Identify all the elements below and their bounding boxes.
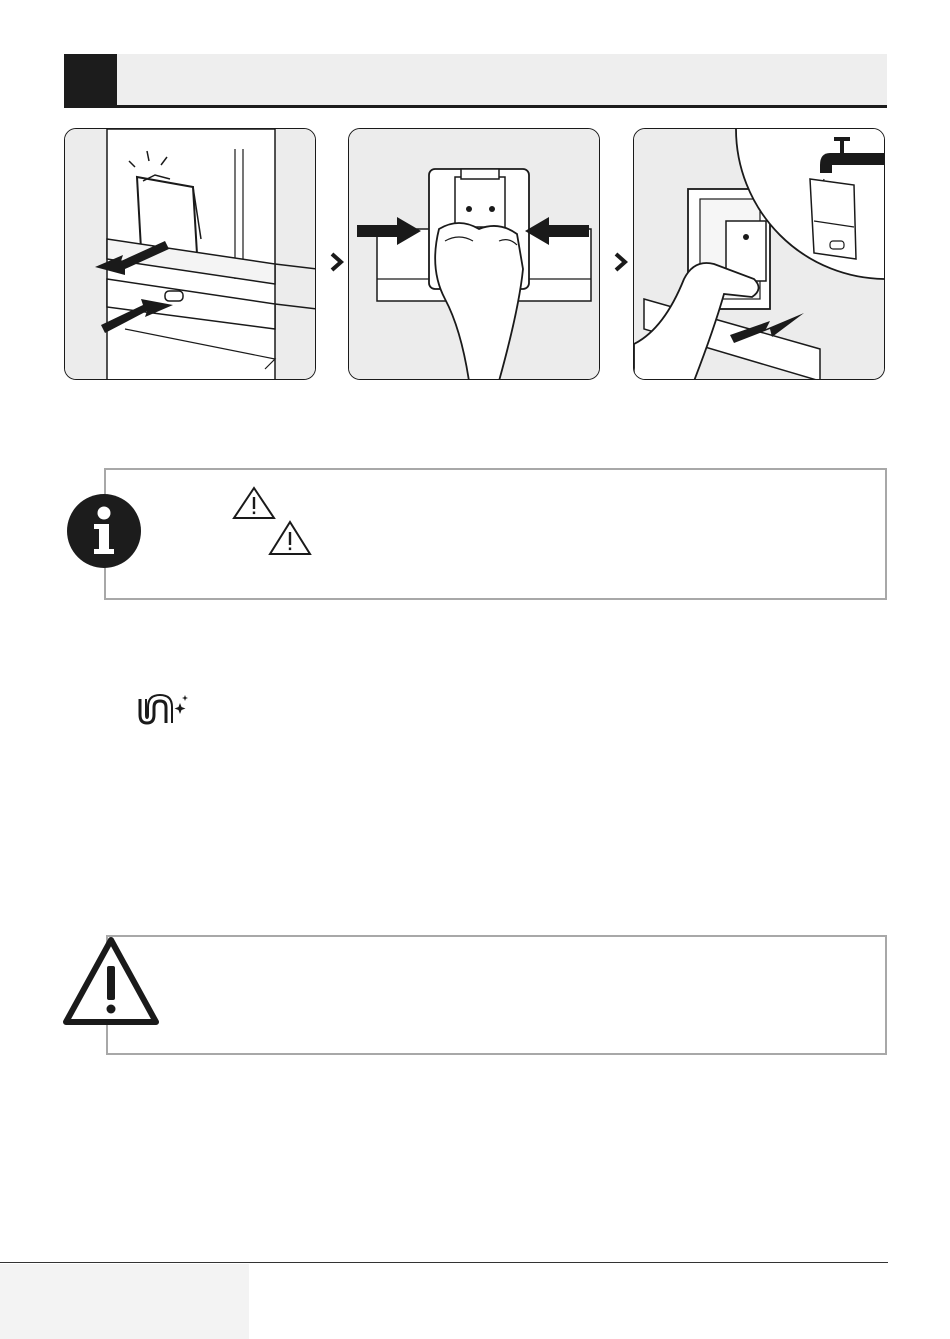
warning-triangle-icon [268, 520, 312, 556]
warning-icon [62, 936, 160, 1026]
chevron-right-icon [614, 252, 628, 272]
section-number-block [64, 54, 117, 106]
drain-clean-icon [136, 693, 188, 729]
warning-triangle-icon [232, 486, 276, 520]
info-icon [66, 493, 142, 569]
rinse-filter-under-tap-illustration [634, 129, 885, 380]
figure-step-3 [633, 128, 885, 380]
warning-note-box [106, 935, 887, 1055]
info-note-box [104, 468, 887, 600]
footer-block [0, 1264, 249, 1339]
figure-step-2 [348, 128, 600, 380]
footer-rule [0, 1262, 888, 1263]
header-underline [64, 105, 887, 108]
section-header-bar [64, 54, 887, 106]
figure-step-1 [64, 128, 316, 380]
chevron-right-icon [330, 252, 344, 272]
pull-out-drawer-illustration [65, 129, 316, 380]
squeeze-filter-clips-illustration [349, 129, 600, 380]
